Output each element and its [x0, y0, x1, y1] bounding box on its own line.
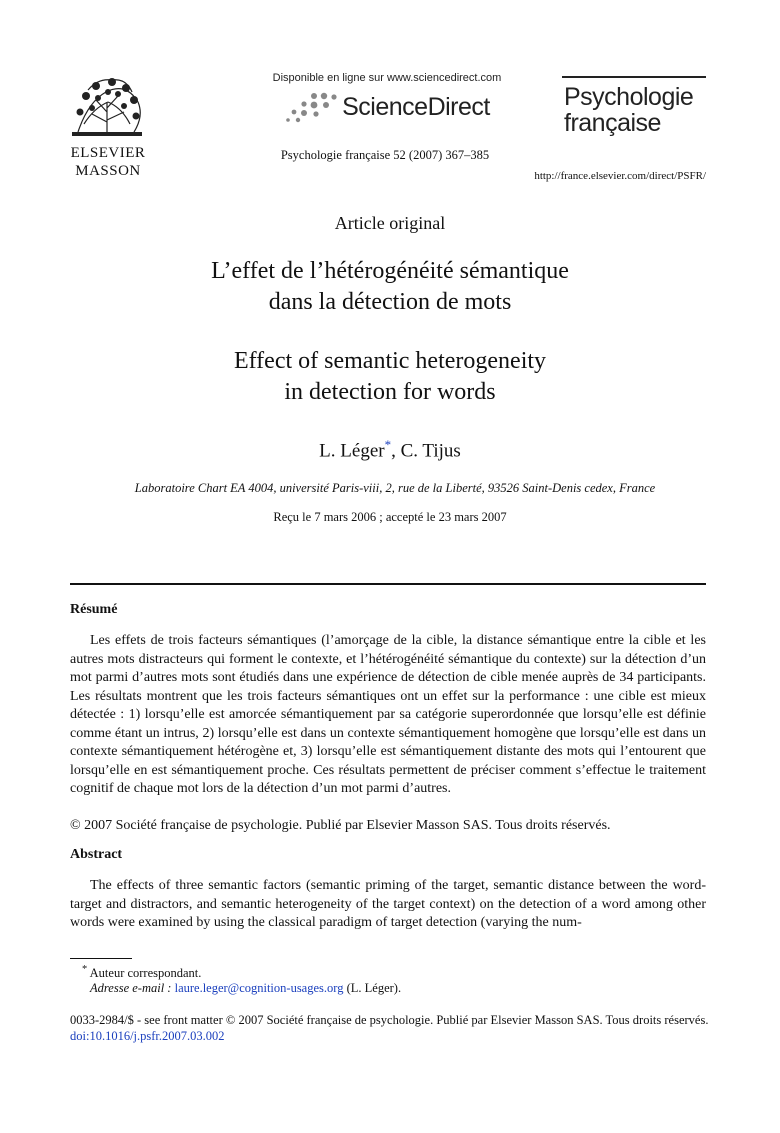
abstract-body: [70, 877, 706, 933]
sd-tagline: Disponible en ligne sur www.sciencedirect.com: [272, 72, 502, 84]
title-english: [100, 346, 680, 408]
header-divider: [70, 583, 706, 585]
corresponding-author-marker[interactable]: *: [384, 437, 392, 452]
received-accepted-dates: Reçu le 7 mars 2006 ; accepté le 23 mars 2007: [273, 510, 507, 524]
journal-logo: [562, 76, 710, 140]
resume-heading: Résumé: [70, 602, 118, 617]
abstract-heading: Abstract: [70, 847, 123, 862]
title-french-line2: dans la détection de mots: [268, 289, 512, 315]
email-owner: (L. Léger).: [346, 981, 402, 995]
journal-reference: Psychologie française 52 (2007) 367–385: [280, 148, 490, 162]
abstract-paragraph: The effects of three semantic factors (semantic priming of the target, semantic distance between the word-target and distractors, and semantic heterogeneity of the target context) on the detection of a word among other words were examined by using the classical paradigm of target detection (varying the num-: [70, 878, 706, 930]
journal-logo-rule-top: [562, 76, 706, 78]
authors: [0, 437, 780, 462]
title-english-line2: in detection for words: [284, 379, 496, 405]
publisher-name-line2: MASSON: [75, 163, 141, 179]
footnote-corresponding-text: Auteur correspondant.: [89, 966, 202, 981]
journal-url[interactable]: http://france.elsevier.com/direct/PSFR/: [534, 170, 706, 182]
title-english-line1: Effect of semantic heterogeneity: [233, 348, 547, 374]
footnote-email: [90, 981, 401, 996]
front-matter-line: 0033-2984/$ - see front matter © 2007 Société française de psychologie. Publié par Elsevier Masson SAS. Tous droits réservés.: [70, 1013, 709, 1027]
article-type: Article original: [334, 213, 446, 233]
author-leger: L. Léger: [319, 440, 385, 462]
doi-link[interactable]: doi:10.1016/j.psfr.2007.03.002: [70, 1029, 225, 1043]
email-label: Adresse e-mail :: [90, 981, 172, 995]
resume-paragraph: Les effets de trois facteurs sémantiques (l’amorçage de la cible, la distance sémantique entre la cible et les autres mots distracteurs qui forment le contexte, et l’hétérogénéité sémantique du contexte) sur la détection d’un mot parmi d’autres mots sont étudiés dans une expérience de détection de cible menée auprès de 34 participants. Les résultats montrent que les trois facteurs sémantiques ont un effet sur la performance : une cible est mieux détectée : 1) lorsqu’elle est amorcée sémantiquement par sa catégorie superordonnée que lorsqu’elle est définie comme étant un intrus, 2) lorsqu’elle est dans un contexte sémantiquement homogène que lorsqu’elle est dans un contexte sémantiquement hétérogène et, 3) lorsqu’elle est sémantiquement distante des mots qui l’entourent que lorsqu’elle en est sémantiquement proche. Ces résultats permettent de préciser comment s’effectue le traitement cognitif de chaque mot lors de la détection d’un mot parmi d’autres.: [70, 633, 706, 796]
resume-copyright: © 2007 Société française de psychologie. Publié par Elsevier Masson SAS. Tous droits réservés.: [70, 818, 611, 833]
footnote-divider: [70, 958, 132, 959]
resume-body: [70, 632, 706, 799]
sciencedirect-dots-icon: [284, 90, 340, 124]
email-link[interactable]: laure.leger@cognition-usages.org: [174, 981, 344, 995]
sciencedirect-name: ScienceDirect: [342, 92, 490, 121]
title-french: [100, 256, 680, 318]
journal-logo-line2: française: [564, 109, 661, 137]
elsevier-masson-logo: [68, 72, 148, 180]
author-separator: ,: [391, 440, 401, 462]
footnote-marker: *: [82, 964, 88, 975]
publisher-name-line1: ELSEVIER: [70, 145, 146, 161]
author-tijus: C. Tijus: [400, 440, 461, 462]
title-french-line1: L’effet de l’hétérogénéité sémantique: [211, 258, 569, 284]
journal-logo-line1: Psychologie: [564, 83, 694, 111]
affiliation: Laboratoire Chart EA 4004, université Paris-viii, 2, rue de la Liberté, 93526 Saint-Denis cedex, France: [134, 481, 656, 495]
elsevier-tree-icon: [68, 72, 146, 138]
sciencedirect-logo: [262, 72, 512, 124]
footnote-corresponding: [82, 964, 201, 981]
